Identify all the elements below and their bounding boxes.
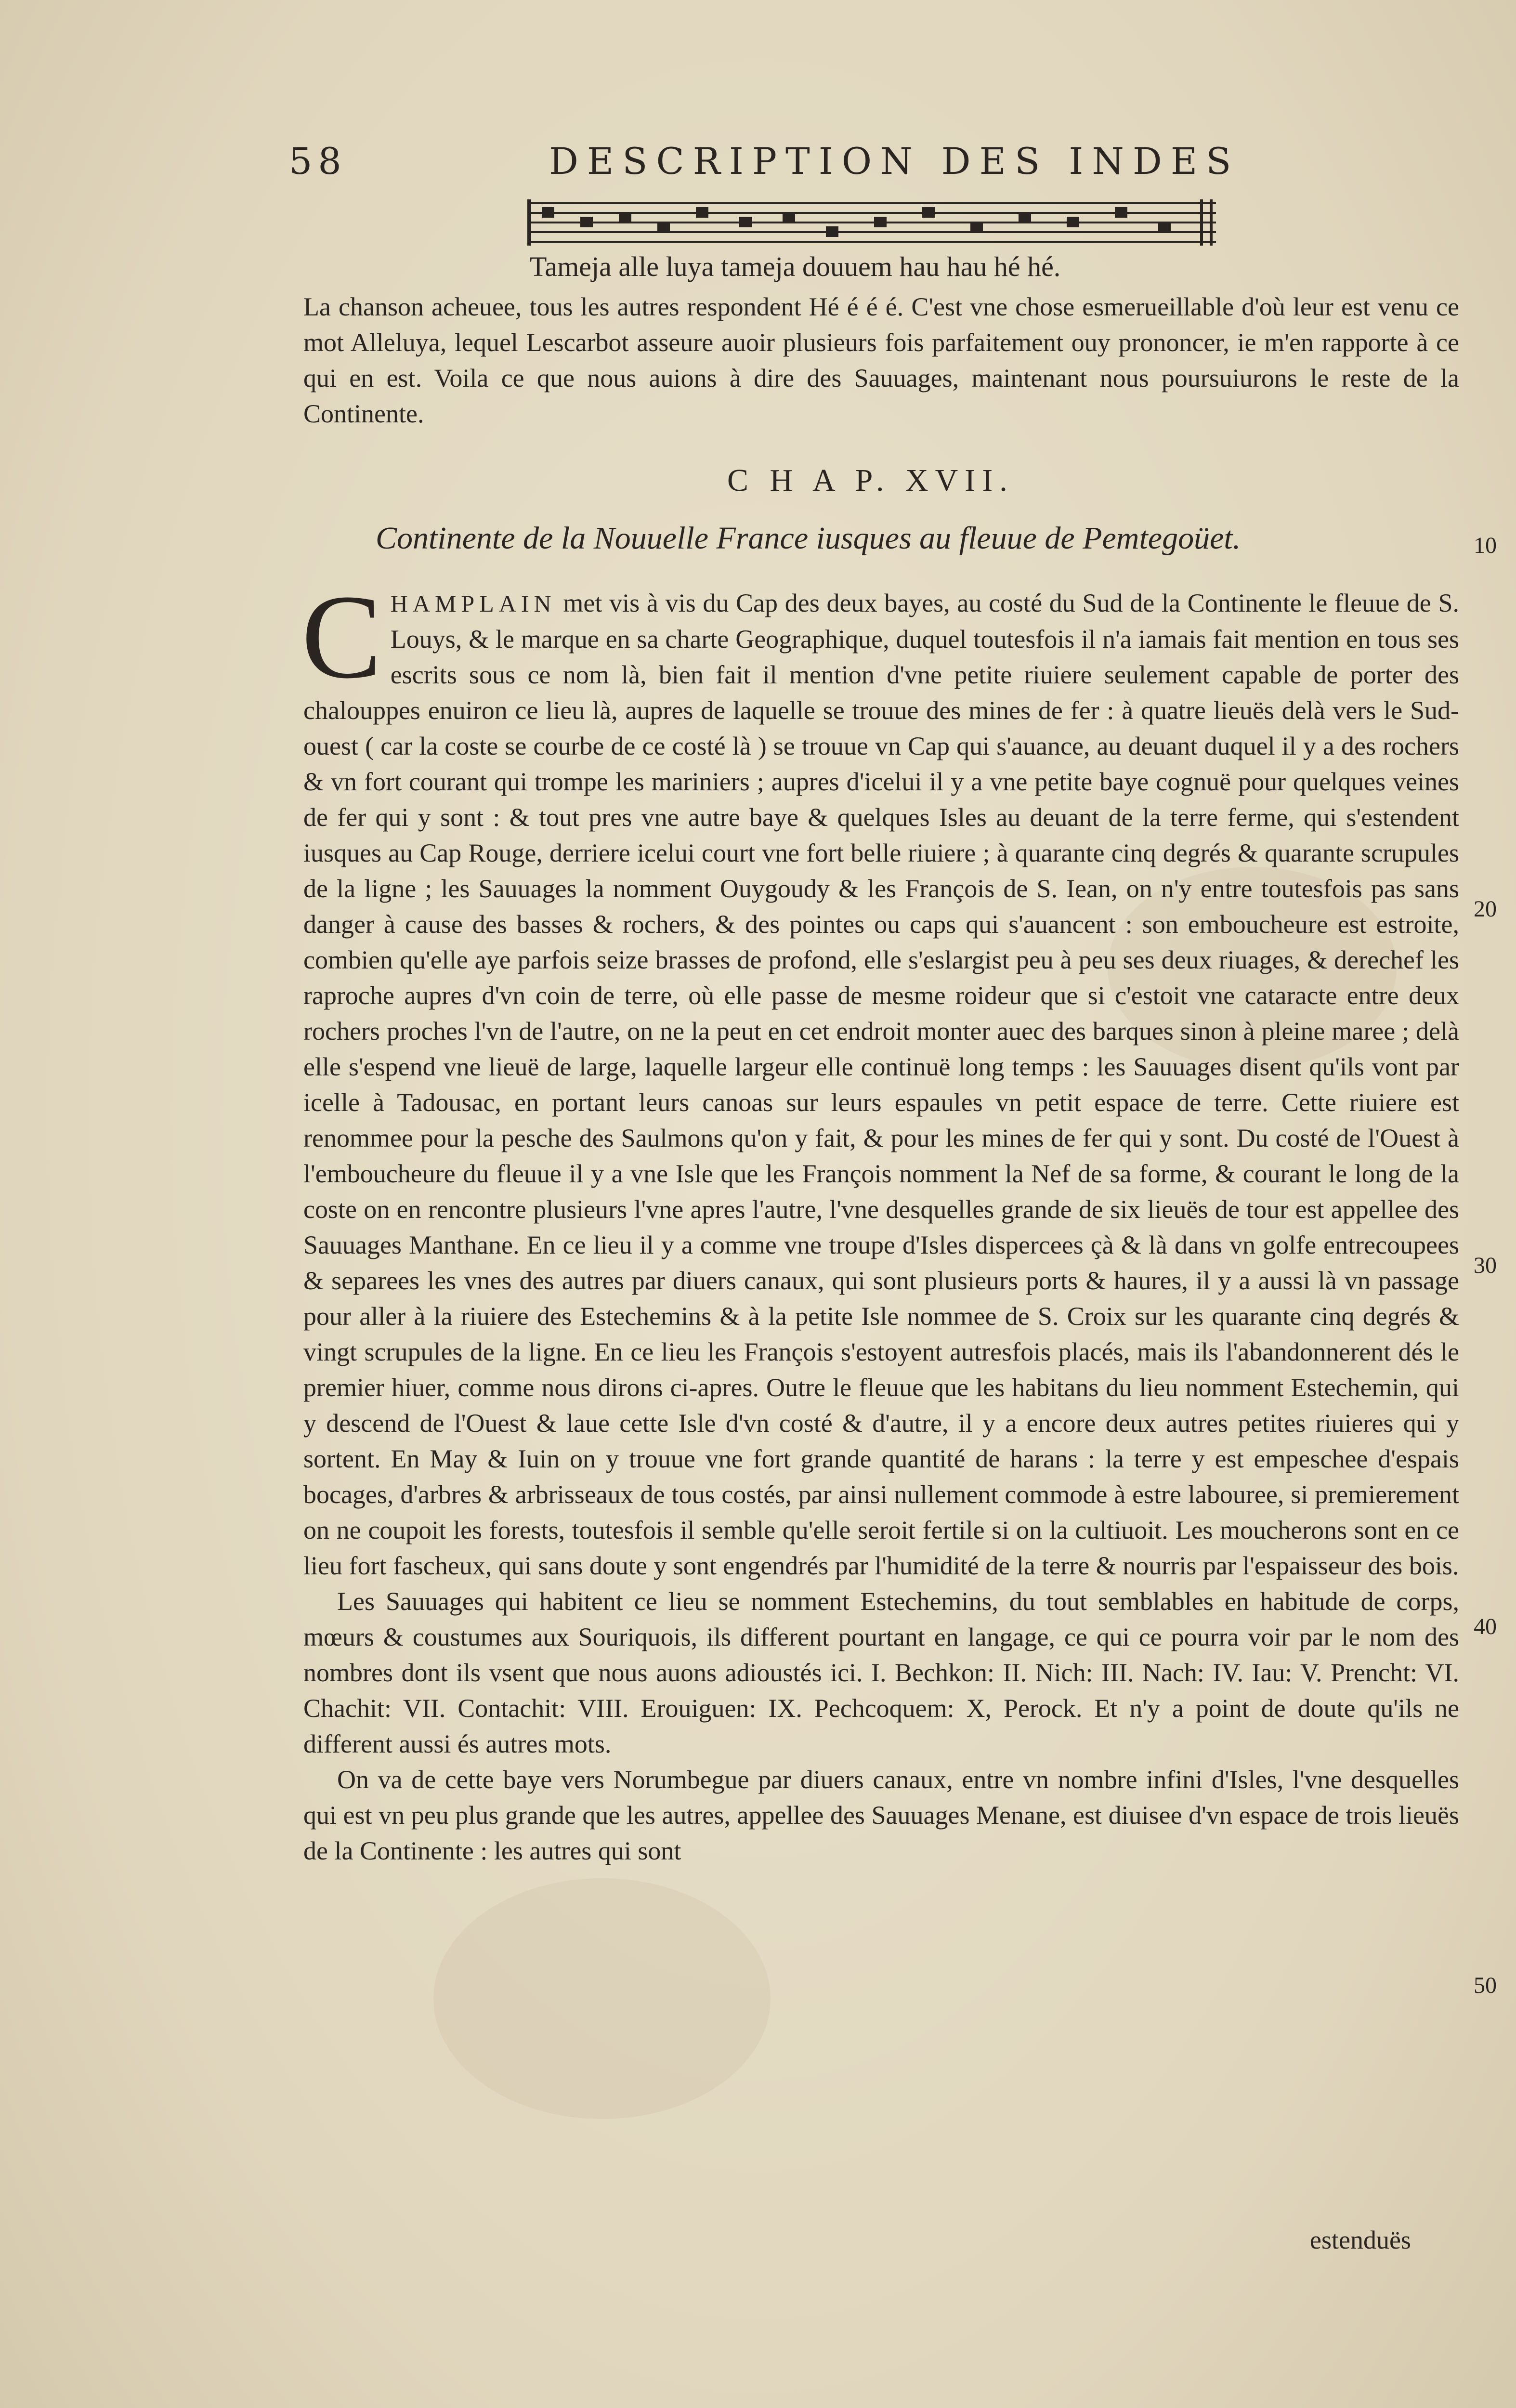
- chapter-heading: C H A P. XVII.: [727, 463, 1014, 498]
- margin-line-number: 40: [1474, 1614, 1497, 1639]
- paper-stain: [433, 1878, 771, 2119]
- paragraph-3: On va de cette baye vers Norumbegue par diuers canaux, entre vn nombre infini d'Isles, l'vne desquelles qui est vn peu plus grande que les autres, appellee des Sauuages Menane, est diuisee d'vn espace de trois lieuës de la Continente : les autres qui sont: [303, 1765, 1459, 1865]
- margin-line-number: 50: [1474, 1973, 1497, 1998]
- margin-line-number: 10: [1474, 533, 1497, 558]
- running-head: DESCRIPTION DES INDES: [549, 140, 1240, 183]
- chapter-subtitle: Continente de la Nouuelle France iusques au fleuue de Pemtegoüet.: [376, 521, 1241, 556]
- paragraph-2: Les Sauuages qui habitent ce lieu se nomment Estechemins, du tout semblables en habitude de corps, mœurs & coustumes aux Souriquois, ils different pourtant en langage, ce qui ce pourra voir par le nom des nombres dont ils vsent que nous auons adioustés ici. I. Bechkon: II. Nich: III. Nach: IV. Iau: V. Prencht: VI. Chachit: VII. Contachit: VIII. Erouiguen: IX. Pechcoquem: X, Perock. Et n'y a point de doute qu'ils ne different aussi és autres mots.: [303, 1587, 1459, 1758]
- margin-line-number: 20: [1474, 896, 1497, 922]
- small-caps-name: HAMPLAIN: [390, 590, 556, 617]
- paragraph-1: [301, 570, 1459, 1584]
- intro-paragraph: [303, 289, 1459, 432]
- catchword: estenduës: [1310, 2225, 1411, 2254]
- music-staff-icon: [527, 197, 1216, 248]
- intro-text: La chanson acheuee, tous les autres respondent Hé é é é. C'est vne chose esmerueillable d'où leur est venu ce mot Alleluya, lequel Lescarbot asseure auoir plusieurs fois parfaitement ouy prononcer, ie m'en rapporte à ce qui en est. Voila ce que nous auions à dire des Sauuages, maintenant nous poursuiurons le reste de la Continente.: [303, 292, 1459, 428]
- music-caption: Tameja alle luya tameja douuem hau hau hé hé.: [530, 251, 1061, 282]
- paragraph-1-text: met vis à vis du Cap des deux bayes, au costé du Sud de la Continente le fleuue de S. Louys, & le marque en sa charte Geographique, duquel toutesfois il n'a iamais fait mention en tous ses escrits sous ce nom là, bien fait il mention d'vne petite riuiere seulement capable de porter des chalouppes enuiron ce lieu là, aupres de laquelle se trouue des mines de fer : à quatre lieuës delà vers le Sud-ouest ( car la coste se courbe de ce costé là ) se trouue vn Cap qui s'auance, au deuant duquel il y a des rochers & vn fort courant qui trompe les mariniers ; aupres d'icelui il y a vne petite baye cognuë pour quelques veines de fer qui y sont : & tout pres vne autre baye & quelques Isles au deuant de la terre ferme, qui s'estendent iusques au Cap Rouge, derriere icelui court vne fort belle riuiere ; à quarante cinq degrés & quarante scrupules de la ligne ; les Sauuages la nomment Ouygoudy & les François de S. Iean, on n'y entre toutesfois pas sans danger à cause des basses & rochers, & des pointes ou caps qui s'auancent : son emboucheure est estroite, combien qu'elle aye parfois seize brasses de profond, elle s'eslargist peu à peu ses deux riuages, & derechef les raproche aupres d'vn coin de terre, où elle passe de mesme roideur que si c'estoit vne cataracte entre deux rochers proches l'vn de l'autre, on ne la peut en cet endroit monter auec des barques sinon à pleine maree ; delà elle s'espend vne lieuë de large, laquelle largeur elle continuë long temps : les Sauuages disent qu'ils vont par icelle à Tadousac, en portant leurs canoas sur leurs espaules vn petit espace de terre. Cette riuiere est renommee pour la pesche des Saulmons qu'on y fait, & pour les mines de fer qui y sont. Du costé de l'Ouest à l'emboucheure du fleuue il y a vne Isle que les François nomment la Nef de sa forme, & courant le long de la coste on en rencontre plusieurs l'vne apres l'autre, l'vne desquelles grande de six lieuës de tour est appellee des Sauuages Manthane. En ce lieu il y a comme vne troupe d'Isles dispercees çà & là dans vn golfe entrecoupees & separees les vnes des autres par diuers canaux, qui sont plusieurs ports & haures, il y a aussi là vn passage pour aller à la riuiere des Estechemins & à la petite Isle nommee de S. Croix sur les quarante cinq degrés & vingt scrupules de la ligne. En ce lieu les François s'estoyent autresfois placés, mais ils l'abandonnerent dés le premier hiuer, comme nous dirons ci-apres. Outre le fleuue que les habitans du lieu nomment Estechemin, qui y descend de l'Ouest & laue cette Isle d'vn costé & d'autre, il y a encore deux autres petites riuieres qui y sortent. En May & Iuin on y trouue vne fort grande quantité de harans : la terre y est empeschee d'espais bocages, d'arbres & arbrisseaux de tous costés, par ainsi nullement commode à estre labouree, si premierement on ne coupoit les forests, toutesfois il semble qu'elle seroit fertile si on la cultiuoit. Les moucherons sont en ce lieu fort fascheux, qui sans doute y sont engendrés par l'humidité de la terre & nourris par l'espaisseur des bois.: [303, 589, 1459, 1580]
- page-number: 58: [289, 140, 347, 183]
- drop-cap: C: [301, 570, 382, 704]
- main-text: [301, 570, 1459, 1869]
- margin-line-number: 30: [1474, 1253, 1497, 1278]
